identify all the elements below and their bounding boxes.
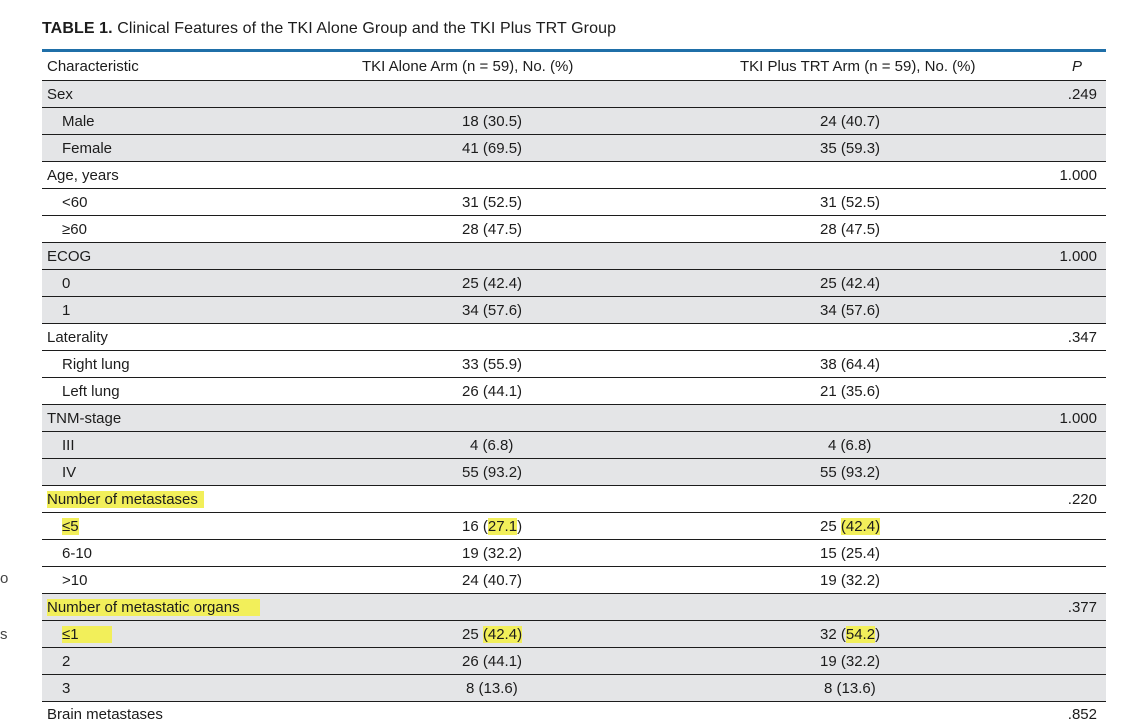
table-row-right-lung: [42, 351, 1106, 378]
cell-tki-trt: 24 (40.7): [657, 108, 987, 135]
cell-p-value: 1.000: [987, 162, 1106, 189]
row-label: [42, 513, 292, 540]
cell-p-value: [987, 297, 1106, 324]
table-header-row: [42, 52, 1106, 81]
cell-tki-alone: [292, 486, 657, 513]
cell-tki-trt: [657, 405, 987, 432]
highlighted-percent: 42.4: [845, 517, 876, 535]
row-label: 3: [42, 675, 292, 702]
clinical-features-table: [42, 49, 1106, 702]
cell-tki-trt: 25 (42.4): [657, 513, 987, 540]
table-row-left-lung: [42, 378, 1106, 405]
cell-p-value: [987, 432, 1106, 459]
row-label: Left lung: [42, 378, 292, 405]
cell-p-value: .852: [1067, 706, 1097, 723]
cell-p-value: [987, 648, 1106, 675]
table-row-number-of-metastatic-organs: [42, 594, 1106, 621]
cell-tki-trt: 28 (47.5): [657, 216, 987, 243]
table-row-organs-2: [42, 648, 1106, 675]
table-row-female: [42, 135, 1106, 162]
cell-tki-alone: [292, 324, 657, 351]
table-row-age-ge60: [42, 216, 1106, 243]
row-label: >10: [42, 567, 292, 594]
cell-p-value: [987, 189, 1106, 216]
table-row-number-of-metastases: [42, 486, 1106, 513]
cell-p-value: [987, 675, 1106, 702]
table-row-laterality: [42, 324, 1106, 351]
cell-tki-trt: [657, 81, 987, 108]
cell-tki-alone: [292, 81, 657, 108]
cell-tki-trt: 25 (42.4): [657, 270, 987, 297]
header-characteristic: Characteristic: [42, 52, 292, 81]
cell-tki-alone: 24 (40.7): [292, 567, 657, 594]
cell-tki-alone: 19 (32.2): [292, 540, 657, 567]
cell-tki-trt: [657, 243, 987, 270]
page-edge-mark: o: [0, 570, 8, 587]
row-label: Brain metastases: [47, 706, 163, 723]
cell-p-value: [987, 270, 1106, 297]
header-tki-alone: TKI Alone Arm (n = 59), No. (%): [292, 52, 657, 81]
cell-count: 16: [462, 517, 479, 535]
cell-p-value: [987, 513, 1106, 540]
cell-tki-alone: 31 (52.5): [292, 189, 657, 216]
cell-p-value: [987, 378, 1106, 405]
table-row-organs-le1: [42, 621, 1106, 648]
row-label: [42, 594, 292, 621]
cell-tki-alone: 34 (57.6): [292, 297, 657, 324]
cell-p-value: [987, 216, 1106, 243]
page-edge-mark: s: [0, 626, 8, 643]
table-row-metastases-gt10: [42, 567, 1106, 594]
cell-p-value: [987, 135, 1106, 162]
cell-count: 25: [462, 625, 479, 643]
cell-p-value: .249: [987, 81, 1106, 108]
cell-tki-alone: 28 (47.5): [292, 216, 657, 243]
row-label: 6-10: [42, 540, 292, 567]
row-label: ≥60: [42, 216, 292, 243]
cell-tki-alone: 41 (69.5): [292, 135, 657, 162]
table-row-sex: [42, 81, 1106, 108]
highlighted-label: Number of metastatic organs: [47, 599, 260, 616]
cell-tki-alone: [292, 243, 657, 270]
cell-tki-alone: 33 (55.9): [292, 351, 657, 378]
cell-tki-alone: 25 (42.4): [292, 621, 657, 648]
row-label: 2: [42, 648, 292, 675]
table-row-age-lt60: [42, 189, 1106, 216]
cell-tki-alone: 26 (44.1): [292, 378, 657, 405]
cell-p-value: .347: [987, 324, 1106, 351]
table-caption: [42, 20, 616, 38]
header-p-value: P: [987, 52, 1106, 81]
row-label: III: [42, 432, 292, 459]
row-label: 1: [42, 297, 292, 324]
cell-tki-trt: 4 (6.8): [657, 432, 987, 459]
cell-tki-alone: 18 (30.5): [292, 108, 657, 135]
cell-p-value: 1.000: [987, 243, 1106, 270]
row-label: [42, 486, 292, 513]
table-row-ecog-1: [42, 297, 1106, 324]
table-row-ecog-0: [42, 270, 1106, 297]
highlighted-percent: 42.4: [487, 625, 518, 643]
cell-tki-alone: 55 (93.2): [292, 459, 657, 486]
cell-p-value: 1.000: [987, 405, 1106, 432]
cell-tki-trt: 35 (59.3): [657, 135, 987, 162]
cell-p-value: .220: [987, 486, 1106, 513]
highlighted-label: ≤1: [62, 626, 112, 643]
cell-p-value: [987, 567, 1106, 594]
row-label: Right lung: [42, 351, 292, 378]
cell-tki-alone: 26 (44.1): [292, 648, 657, 675]
cell-tki-trt: 31 (52.5): [657, 189, 987, 216]
table-caption-label: TABLE 1.: [42, 20, 113, 37]
cell-tki-alone: 8 (13.6): [292, 675, 657, 702]
row-label: Laterality: [42, 324, 292, 351]
highlighted-percent: 54.2: [845, 625, 876, 643]
cell-tki-trt: [657, 486, 987, 513]
cell-tki-trt: 19 (32.2): [657, 567, 987, 594]
cell-tki-alone: [292, 405, 657, 432]
cell-p-value: [987, 459, 1106, 486]
table-row-tnm-iii: [42, 432, 1106, 459]
cell-tki-alone: [292, 162, 657, 189]
cell-p-value: .377: [987, 594, 1106, 621]
cell-tki-alone: 4 (6.8): [292, 432, 657, 459]
row-label: 0: [42, 270, 292, 297]
cell-tki-trt: [657, 594, 987, 621]
row-label: Sex: [42, 81, 292, 108]
row-label: IV: [42, 459, 292, 486]
row-label: Age, years: [42, 162, 292, 189]
table-row-tnm: [42, 405, 1106, 432]
cell-tki-trt: 19 (32.2): [657, 648, 987, 675]
table-row-metastases-le5: [42, 513, 1106, 540]
table-caption-title: Clinical Features of the TKI Alone Group and the TKI Plus TRT Group: [117, 20, 617, 37]
highlighted-label: ≤5: [62, 517, 79, 535]
table-row-brain-metastases: [42, 702, 1106, 728]
table-row-male: [42, 108, 1106, 135]
cell-tki-trt: [657, 324, 987, 351]
row-label: [42, 621, 292, 648]
cell-p-value: [987, 621, 1106, 648]
cell-tki-alone: 16 (27.1): [292, 513, 657, 540]
table-row-organs-3: [42, 675, 1106, 702]
cell-tki-trt: 32 (54.2): [657, 621, 987, 648]
row-label: <60: [42, 189, 292, 216]
table-row-age: [42, 162, 1106, 189]
cell-tki-alone: 25 (42.4): [292, 270, 657, 297]
row-label: ECOG: [42, 243, 292, 270]
cell-tki-trt: 8 (13.6): [657, 675, 987, 702]
row-label: Female: [42, 135, 292, 162]
table-row-tnm-iv: [42, 459, 1106, 486]
cell-p-value: [987, 108, 1106, 135]
cell-tki-trt: 55 (93.2): [657, 459, 987, 486]
cell-tki-trt: [657, 162, 987, 189]
highlighted-percent: 27.1: [487, 517, 518, 535]
table-row-metastases-6-10: [42, 540, 1106, 567]
row-label: TNM-stage: [42, 405, 292, 432]
header-tki-trt: TKI Plus TRT Arm (n = 59), No. (%): [657, 52, 987, 81]
cell-tki-trt: 15 (25.4): [657, 540, 987, 567]
cell-tki-trt: 38 (64.4): [657, 351, 987, 378]
highlighted-label: Number of metastases: [47, 491, 204, 508]
cell-tki-trt: 21 (35.6): [657, 378, 987, 405]
row-label: Male: [42, 108, 292, 135]
cell-p-value: [987, 540, 1106, 567]
table-row-ecog: [42, 243, 1106, 270]
cell-count: 32: [820, 625, 837, 643]
cell-p-value: [987, 351, 1106, 378]
cell-count: 25: [820, 517, 837, 535]
cell-tki-alone: [292, 594, 657, 621]
cell-tki-trt: 34 (57.6): [657, 297, 987, 324]
